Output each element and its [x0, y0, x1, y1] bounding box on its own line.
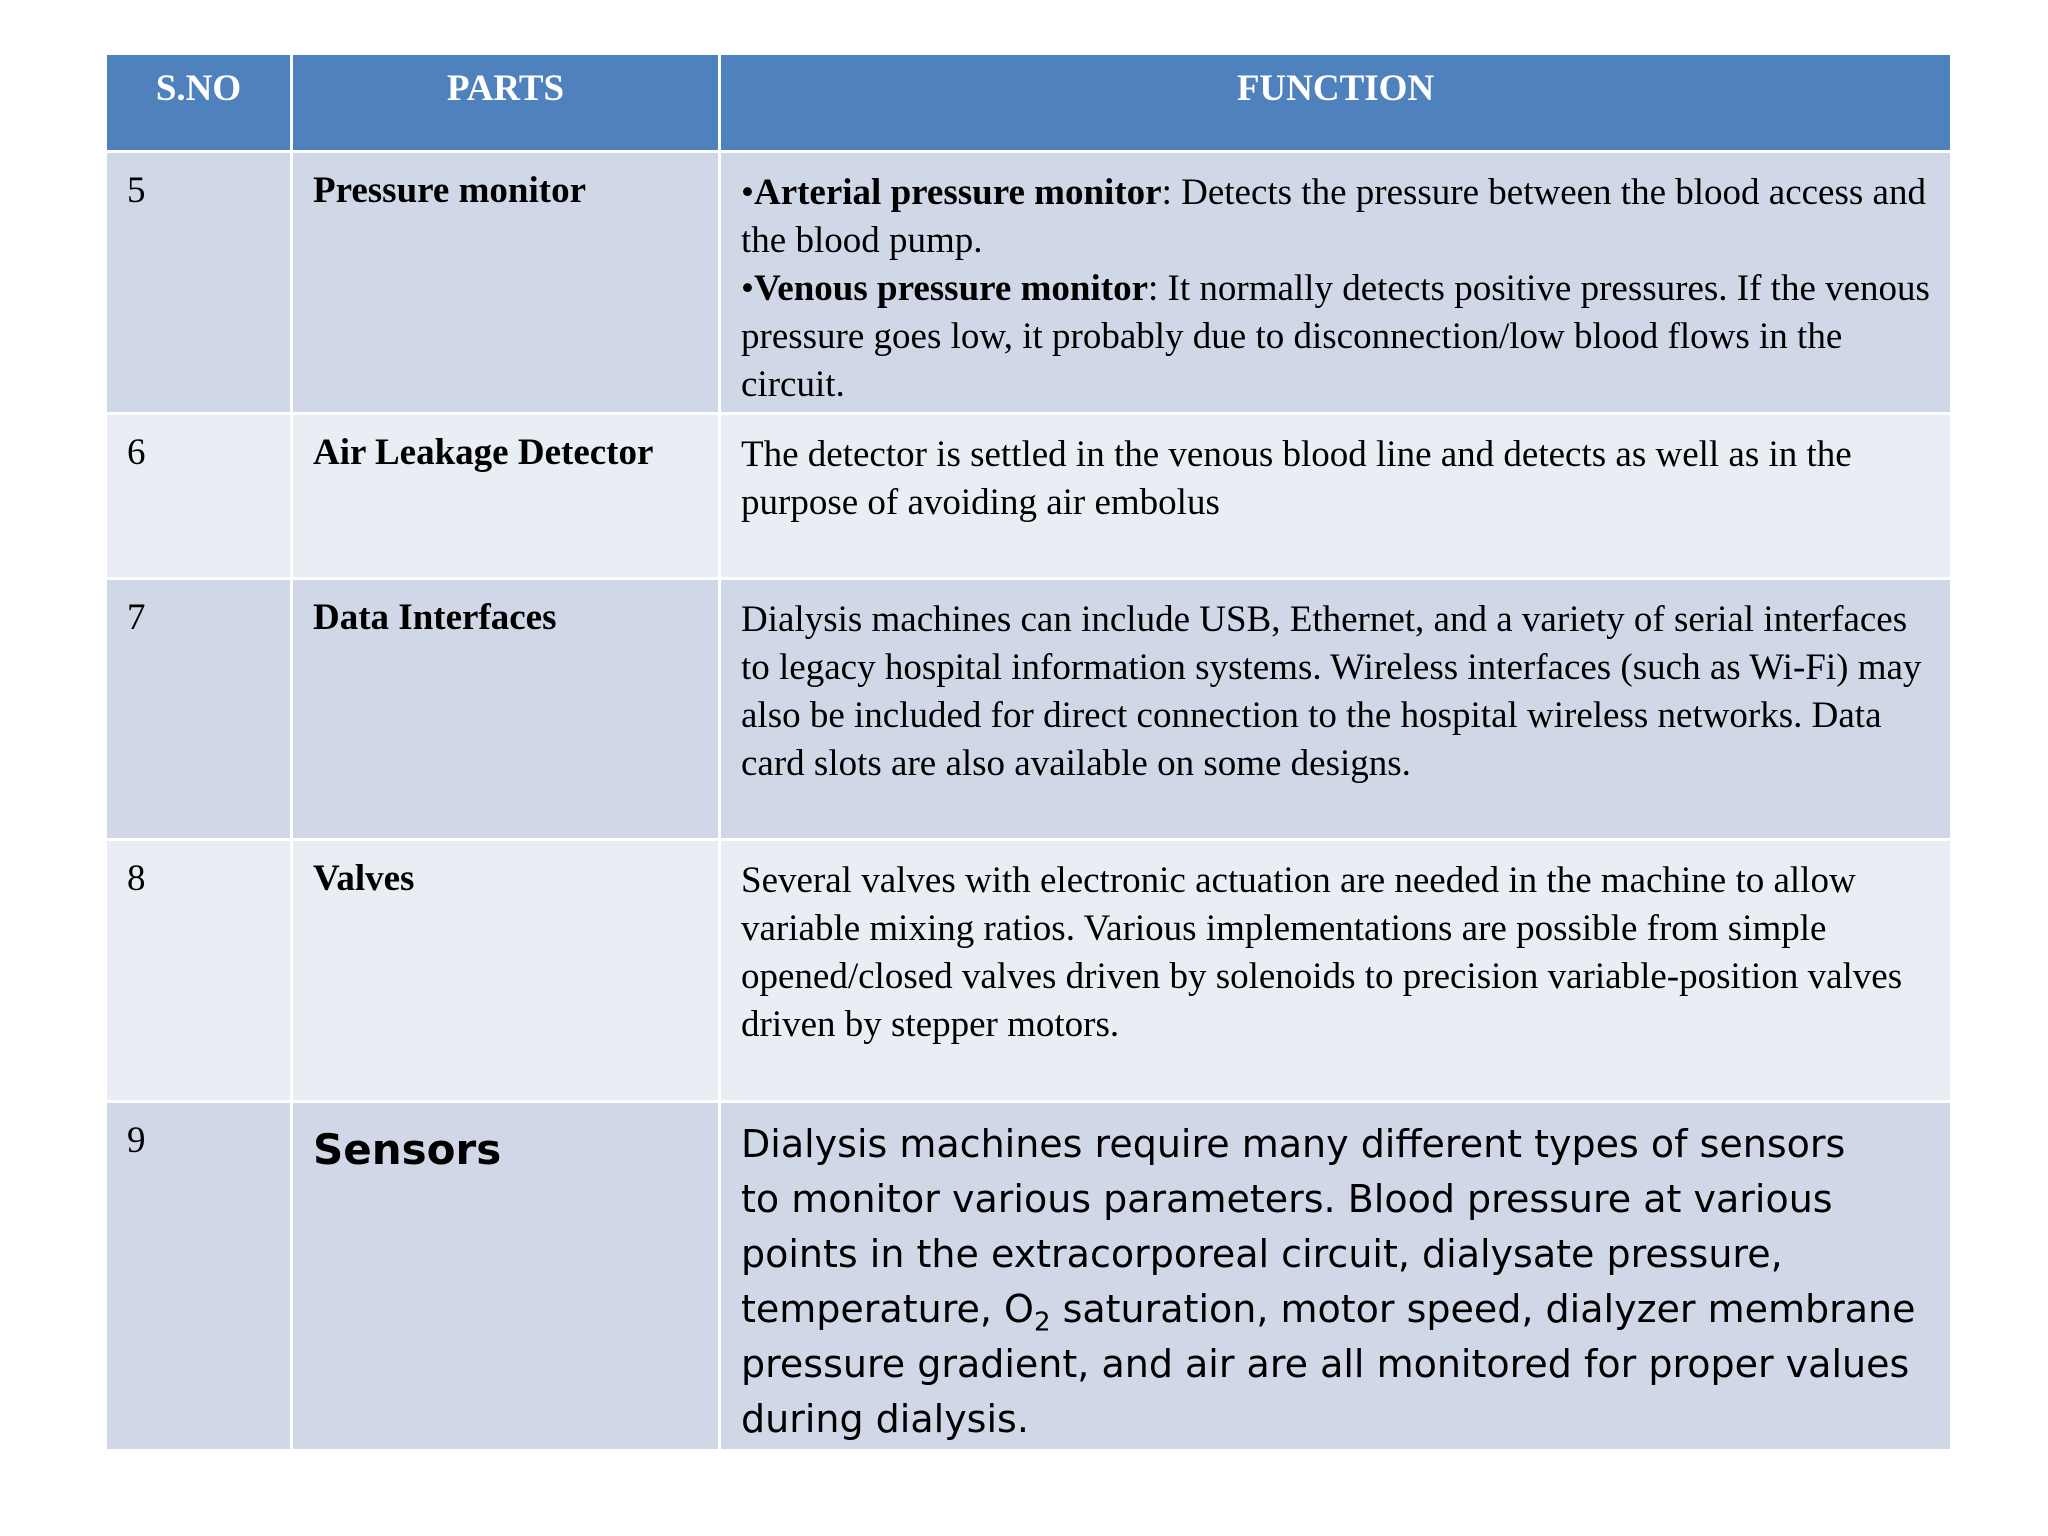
bullet: •	[741, 268, 754, 309]
row-part: Valves	[292, 840, 720, 1102]
row-sno: 8	[106, 840, 292, 1102]
function-item	[741, 265, 1930, 409]
header-function: FUNCTION	[720, 54, 1952, 152]
row-sno: 5	[106, 152, 292, 414]
row-part: Sensors	[292, 1102, 720, 1451]
row-part: Pressure monitor	[292, 152, 720, 414]
function-text: to monitor various parameters. Blood pressure at various points in the extracorporeal circuit, dialysate pressure, temperature, O	[741, 1177, 1833, 1331]
function-item	[741, 169, 1930, 265]
row-sno: 6	[106, 414, 292, 579]
table-header	[106, 54, 1952, 152]
row-sno: 9	[106, 1102, 292, 1451]
function-item-label: Venous pressure monitor	[753, 268, 1148, 309]
function-item-text: : Detects the pressure between the blood access and the blood pump.	[741, 172, 1926, 261]
table-row	[106, 1102, 1952, 1451]
row-function: Several valves with electronic actuation are needed in the machine to allow variable mixing ratios. Various implementations are possible from simple opened/closed valves driven by solenoids to precision variable-position valves driven by stepper motors.	[720, 840, 1952, 1102]
row-function	[720, 1102, 1952, 1451]
parts-function-table	[104, 52, 1953, 1452]
row-function	[720, 152, 1952, 414]
table-row	[106, 152, 1952, 414]
header-parts: PARTS	[292, 54, 720, 152]
row-part: Air Leakage Detector	[292, 414, 720, 579]
table-row	[106, 579, 1952, 840]
table-row	[106, 414, 1952, 579]
subscript: 2	[1033, 1307, 1051, 1338]
row-function: The detector is settled in the venous blood line and detects as well as in the purpose of avoiding air embolus	[720, 414, 1952, 579]
table-row	[106, 840, 1952, 1102]
bullet: •	[741, 172, 754, 213]
function-item-text: : It normally detects positive pressures. If the venous pressure goes low, it probably due to disconnection/low blood flows in the circuit.	[741, 268, 1930, 405]
header-sno: S.NO	[106, 54, 292, 152]
row-sno: 7	[106, 579, 292, 840]
function-text: saturation, motor speed, dialyzer membrane pressure gradient, and air are all monitored for proper values during dialysis.	[741, 1287, 1916, 1441]
function-line: Dialysis machines require many different types of sensors	[741, 1122, 1846, 1166]
function-item-label: Arterial pressure monitor	[753, 172, 1162, 213]
row-part: Data Interfaces	[292, 579, 720, 840]
row-function: Dialysis machines can include USB, Ethernet, and a variety of serial interfaces to legacy hospital information systems. Wireless interfaces (such as Wi-Fi) may also be included for direct connection to the hospital wireless networks. Data card slots are also available on some designs.	[720, 579, 1952, 840]
